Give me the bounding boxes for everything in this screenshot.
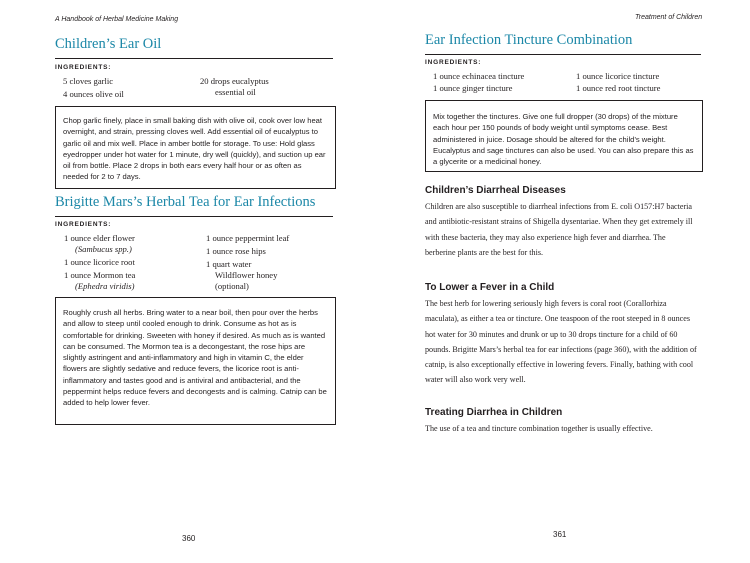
ingredient-item: essential oil (215, 87, 256, 97)
directions-text: Roughly crush all herbs. Bring water to a near boil, then pour over the herbs and allow to steep until cooled enough to drink. Consume as hot as is comfortable for drinking. Sweeten with honey if desired. As much as is wanted can be consumed. The Mormon tea is a decongestant, the rose hips are slightly astringent and anti-inflammatory and high in vitamin C, the elder flowers are slightly sedative and reduce fevers, the licorice root is anti-inflammatory and tastes good and is antiviral and antibacterial, and the peppermint helps reduce fevers and decongests and is calming. Catnip can be added to help lower fever. (63, 308, 327, 408)
running-header: Treatment of Children (635, 14, 703, 21)
ingredient-item: (Ephedra viridis) (75, 281, 135, 291)
ingredient-item: 1 ounce licorice tincture (576, 71, 660, 81)
ingredient-item: (Sambucus spp.) (75, 244, 132, 254)
directions-box (55, 106, 336, 189)
directions-box (55, 297, 336, 425)
section-paragraph: Children are also susceptible to diarrheal infections from E. coli O157:H7 bacteria and antibiotic-resistant strains of Shigella dysentariae. When they get extremely ill with these bacteria, they may also experience high fever and diarrhea. The berberine plants are the best for this. (425, 202, 693, 257)
ingredient-item: 1 ounce ginger tincture (433, 83, 513, 93)
ingredient-item: 1 ounce peppermint leaf (206, 233, 290, 243)
ingredients-col1 (63, 76, 198, 100)
ingredients-heading: INGREDIENTS: (425, 59, 482, 66)
ingredient-item: 1 ounce red root tincture (576, 83, 661, 93)
page-number: 361 (553, 530, 567, 539)
ingredient-item: Wildflower honey (215, 270, 278, 280)
section-body (425, 199, 697, 260)
ingredients-heading: INGREDIENTS: (55, 221, 112, 228)
section-body (425, 296, 697, 388)
ingredient-item: 1 ounce rose hips (206, 246, 266, 256)
directions-text: Mix together the tinctures. Give one full dropper (30 drops) of the mixture each hour per 150 pounds of body weight until symptoms cease. Best administered in juice. Dosage should be altered for the child’s weight. Eucalyptus and sage tinctures can also be used. You can also prepare this as a glycerite or a medicinal honey. (433, 112, 694, 167)
ingredients-col2 (206, 233, 341, 292)
recipe-title-tincture: Ear Infection Tincture Combination (425, 32, 633, 48)
ingredient-item: 1 ounce elder flower (64, 233, 135, 243)
ingredient-item: 1 quart water (206, 259, 252, 269)
section-heading: Treating Diarrhea in Children (425, 407, 563, 418)
title-rule (55, 216, 333, 217)
directions-text: Chop garlic finely, place in small baking dish with olive oil, cook over low heat overnight, and strain, pressing cloves well. Add essential oil of eucalyptus to garlic oil and mix well. Place in amber bottle for storage. To use: Hold glass eyedropper under hot water for 1 minute, dry well (quickly), and suction up ear oil from bottle. Place 2 drops in both ears every half hour or as often as needed for 2 to 7 days. (63, 116, 326, 182)
section-paragraph: The use of a tea and tincture combination together is usually effective. (425, 424, 653, 433)
title-rule (55, 58, 333, 59)
recipe-title-herbal-tea: Brigitte Mars’s Herbal Tea for Ear Infections (55, 194, 316, 210)
recipe-title-ear-oil: Children’s Ear Oil (55, 36, 162, 52)
section-body (425, 421, 697, 436)
section-heading: Children’s Diarrheal Diseases (425, 185, 566, 196)
ingredient-item: 20 drops eucalyptus (200, 76, 269, 86)
section-heading: To Lower a Fever in a Child (425, 282, 555, 293)
section-paragraph: The best herb for lowering seriously high fevers is coral root (Corallorhiza maculata), as either a tea or tincture. One teaspoon of the root steeped in 8 ounces hot water for 30 minutes and drunk or up to 30 drops tincture for a child of 60 pounds. Brigitte Mars’s herbal tea for ear infections (page 360), with the addition of catnip, is also exceptionally effective in lowering fevers. Finally, bathing with cool water will also work very well. (425, 299, 697, 385)
title-rule (425, 54, 701, 55)
ingredient-item: 1 ounce licorice root (64, 257, 135, 267)
running-header: A Handbook of Herbal Medicine Making (55, 16, 179, 23)
ingredient-item: 1 ounce Mormon tea (64, 270, 136, 280)
ingredient-item: 4 ounces olive oil (63, 89, 124, 99)
page-number: 360 (182, 534, 196, 543)
ingredients-heading: INGREDIENTS: (55, 64, 112, 71)
ingredients-col1 (64, 233, 204, 292)
ingredient-item: 5 cloves garlic (63, 76, 114, 86)
ingredient-item: 1 ounce echinacea tincture (433, 71, 525, 81)
ingredients-col2 (200, 76, 335, 98)
directions-box (425, 100, 703, 172)
right-page (375, 0, 750, 563)
ingredient-item: (optional) (215, 281, 249, 291)
ingredients-col2 (576, 71, 711, 94)
ingredients-col1 (433, 71, 578, 94)
